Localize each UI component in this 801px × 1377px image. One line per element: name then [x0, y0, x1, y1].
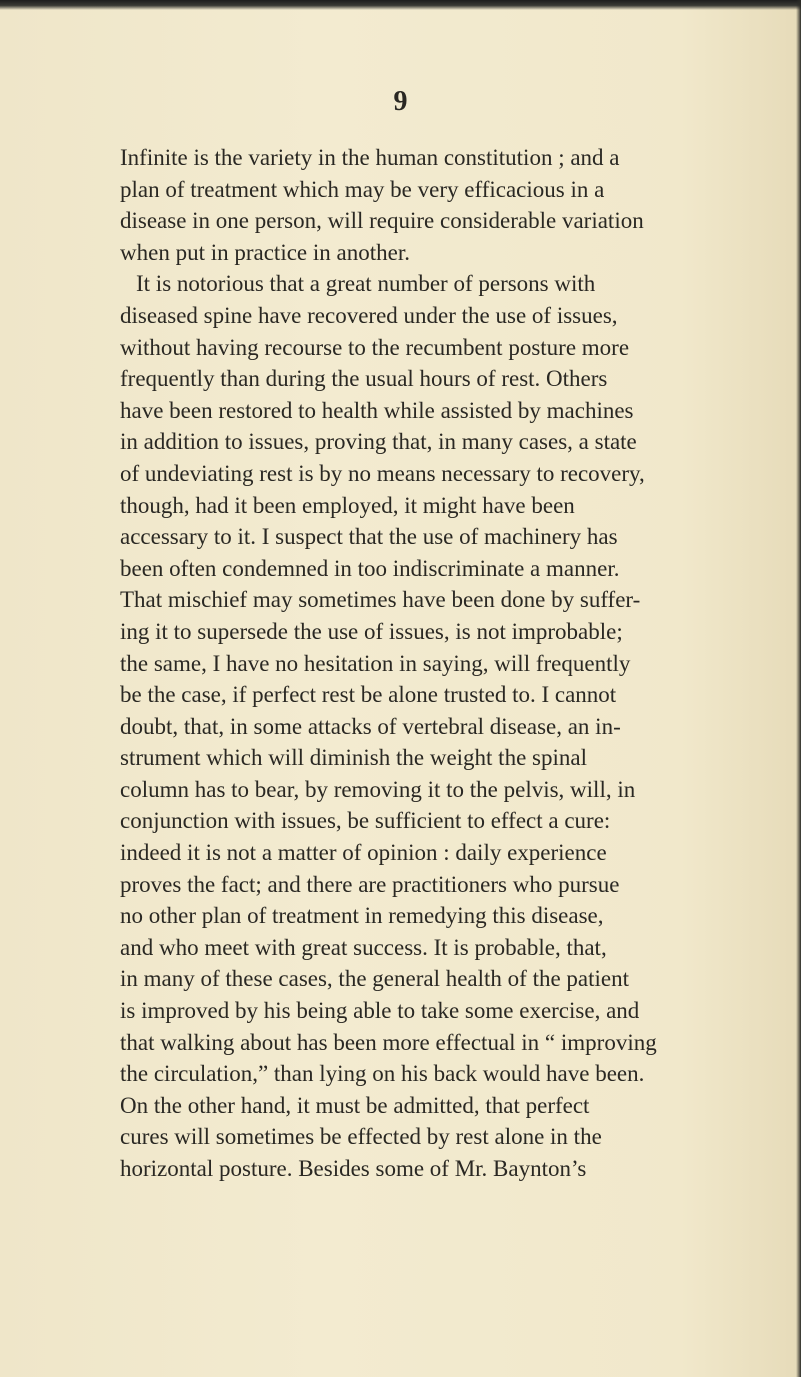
text-line: and who meet with great success. It is probable, that, — [120, 934, 607, 960]
text-line: conjunction with issues, be sufficient to effect a cure: — [120, 808, 611, 834]
text-line: in addition to issues, proving that, in many cases, a state — [120, 429, 637, 455]
text-line: be the case, if perfect rest be alone trusted to. I cannot — [120, 682, 617, 708]
body-text — [120, 142, 801, 1185]
text-line: that walking about has been more effectual in “ improving — [120, 1029, 657, 1055]
text-line: strument which will diminish the weight the spinal — [120, 745, 587, 771]
text-line: the same, I have no hesitation in saying, will frequently — [120, 650, 631, 676]
text-line: diseased spine have recovered under the use of issues, — [120, 302, 618, 328]
text-line-paragraph-start: It is notorious that a great number of persons with — [136, 271, 596, 297]
text-line: of undeviating rest is by no means necessary to recovery, — [120, 460, 645, 486]
text-line: have been restored to health while assisted by machines — [120, 397, 634, 423]
text-line: no other plan of treatment in remedying this disease, — [120, 903, 604, 929]
page-number: 9 — [393, 86, 408, 117]
text-line: Infinite is the variety in the human constitution ; and a — [120, 145, 620, 170]
text-line: column has to bear, by removing it to the pelvis, will, in — [120, 776, 636, 802]
text-line: without having recourse to the recumbent posture more — [120, 334, 630, 360]
text-line: disease in one person, will require considerable variation — [120, 208, 644, 234]
text-line: is improved by his being able to take some exercise, and — [120, 998, 640, 1024]
text-line: though, had it been employed, it might have been — [120, 492, 575, 518]
text-line: horizontal posture. Besides some of Mr. Baynton’s — [120, 1156, 587, 1181]
text-line: accessary to it. I suspect that the use of machinery has — [120, 524, 618, 550]
text-line: doubt, that, in some attacks of vertebral disease, an in- — [120, 713, 621, 739]
text-line: On the other hand, it must be admitted, that perfect — [120, 1092, 590, 1118]
text-line: been often condemned in too indiscriminate a manner. — [120, 555, 620, 581]
text-line: indeed it is not a matter of opinion : daily experience — [120, 840, 607, 866]
text-line: ing it to supersede the use of issues, is not improbable; — [120, 618, 623, 644]
text-line: plan of treatment which may be very efficacious in a — [120, 176, 605, 202]
text-line: frequently than during the usual hours of rest. Others — [120, 366, 608, 392]
text-line: the circulation,” than lying on his back would have been. — [120, 1061, 645, 1087]
text-line: cures will sometimes be effected by rest alone in the — [120, 1124, 602, 1150]
text-line: in many of these cases, the general health of the patient — [120, 966, 629, 992]
text-line: proves the fact; and there are practitioners who pursue — [120, 871, 620, 897]
text-line: when put in practice in another. — [120, 239, 410, 265]
text-line: That mischief may sometimes have been done by suffer- — [120, 587, 641, 613]
page-top-edge-shadow — [0, 0, 801, 10]
